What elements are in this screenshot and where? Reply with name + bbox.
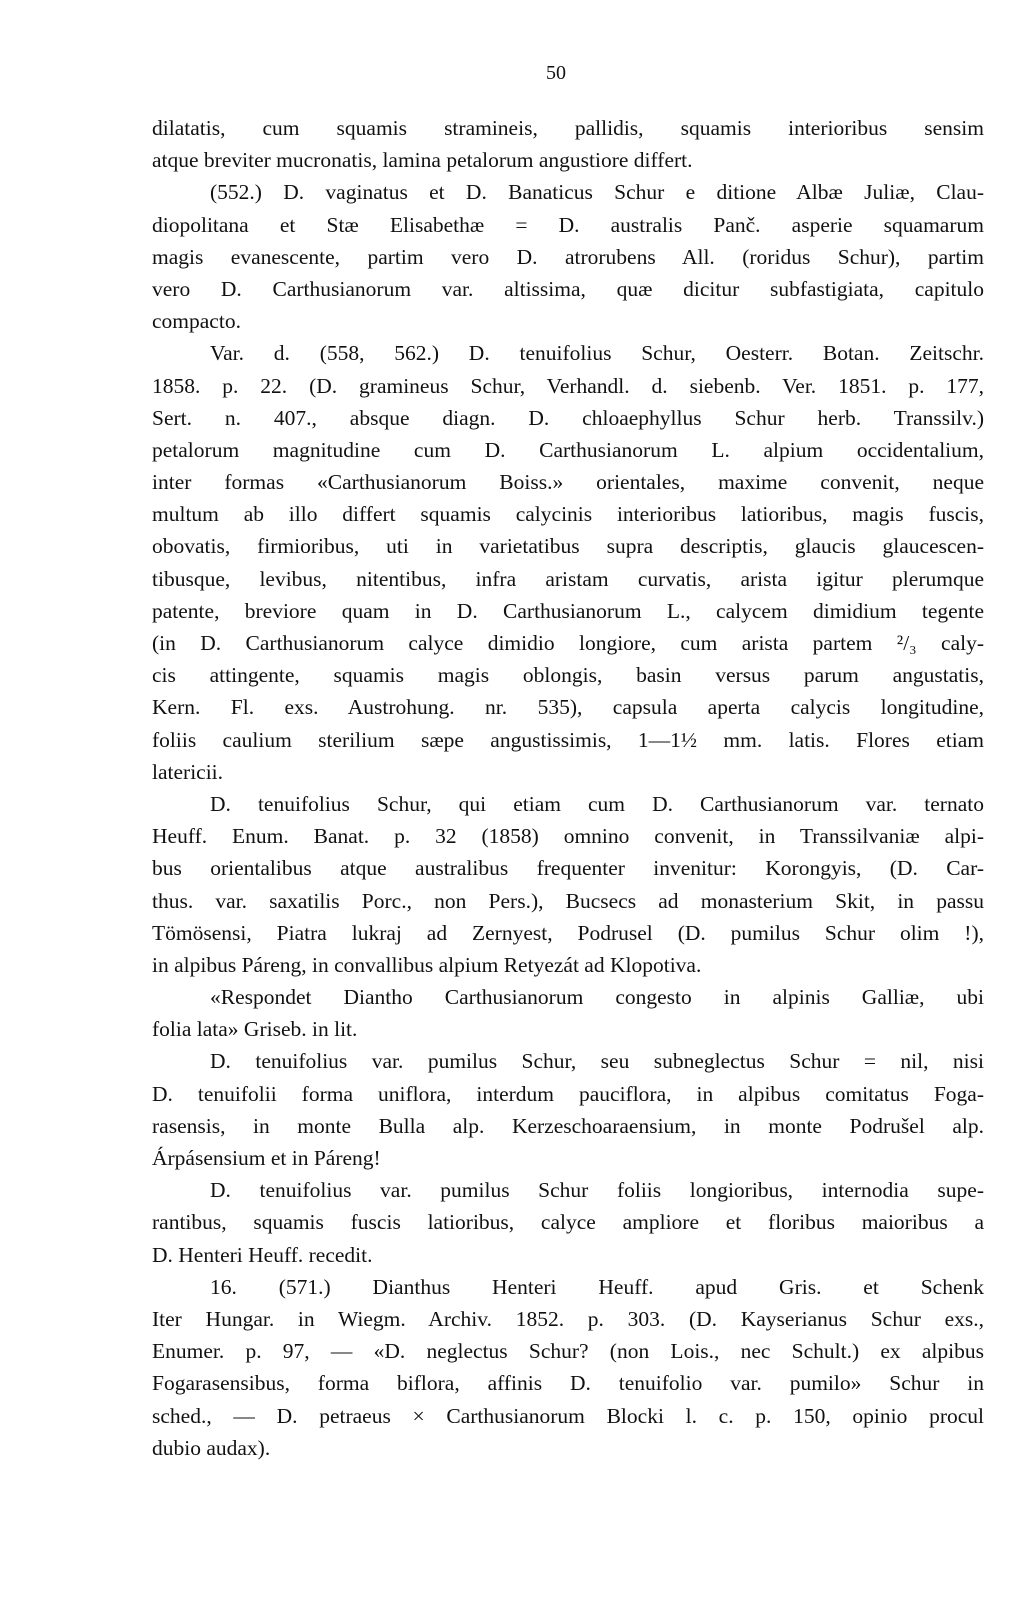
text-line: inter formas «Carthusianorum Boiss.» orientales, maxime convenit, neque xyxy=(152,470,984,495)
text-line: dilatatis, cum squamis stramineis, pallidis, squamis interioribus sensim xyxy=(152,116,984,140)
page-number: 50 xyxy=(546,62,566,84)
text-line: D. tenuifolius var. pumilus Schur foliis longioribus, internodia supe- xyxy=(210,1178,984,1203)
text-line: thus. var. saxatilis Porc., non Pers.), Bucsecs ad monasterium Skit, in passu xyxy=(152,888,984,913)
text-line: (in D. Carthusianorum calyce dimidio longiore, cum arista partem ²/₃ caly- xyxy=(152,631,984,655)
text-line: Árpásensium et in Páreng! xyxy=(152,1146,381,1170)
text-line: Iter Hungar. in Wiegm. Archiv. 1852. p. 303. (D. Kayserianus Schur exs., xyxy=(152,1306,984,1331)
text-line: atque breviter mucronatis, lamina petalorum angustiore differt. xyxy=(152,148,693,173)
text-line: (552.) D. vaginatus et D. Banaticus Schur e ditione Albæ Juliæ, Clau- xyxy=(210,180,984,205)
text-line: patente, breviore quam in D. Carthusianorum L., calycem dimidium tegente xyxy=(152,598,984,623)
text-line: D. tenuifolius Schur, qui etiam cum D. Carthusianorum var. ternato xyxy=(210,791,984,816)
text-line: Heuff. Enum. Banat. p. 32 (1858) omnino convenit, in Transsilvaniæ alpi- xyxy=(152,824,984,849)
text-line: 1858. p. 22. (D. gramineus Schur, Verhandl. d. siebenb. Ver. 1851. p. 177, xyxy=(152,373,984,398)
text-line: D. Henteri Heuff. recedit. xyxy=(152,1242,373,1267)
text-line: 16. (571.) Dianthus Henteri Heuff. apud Gris. et Schenk xyxy=(210,1274,984,1299)
text-line: rasensis, in monte Bulla alp. Kerzeschoaraensium, in monte Podrušel alp. xyxy=(152,1113,984,1138)
text-line: multum ab illo differt squamis calycinis interioribus latioribus, magis fuscis, xyxy=(152,502,984,527)
text-line: Fogarasensibus, forma biflora, affinis D. tenuifolio var. pumilo» Schur in xyxy=(152,1371,984,1396)
text-line: cis attingente, squamis magis oblongis, basin versus parum angustatis, xyxy=(152,663,984,688)
text-line: in alpibus Páreng, in convallibus alpium Retyezát ad Klopotiva. xyxy=(152,952,702,977)
text-line: latericii. xyxy=(152,759,224,784)
text-line: Tömösensi, Piatra lukraj ad Zernyest, Podrusel (D. pumilus Schur olim !), xyxy=(152,920,984,945)
text-line: obovatis, firmioribus, uti in varietatibus supra descriptis, glaucis glaucescen- xyxy=(152,534,984,559)
text-line: vero D. Carthusianorum var. altissima, quæ dicitur subfastigiata, capitulo xyxy=(152,276,984,301)
text-line: petalorum magnitudine cum D. Carthusianorum L. alpium occidentalium, xyxy=(152,437,984,462)
text-line: rantibus, squamis fuscis latioribus, calyce ampliore et floribus maioribus a xyxy=(152,1210,984,1235)
text-line: D. tenuifolius var. pumilus Schur, seu subneglectus Schur = nil, nisi xyxy=(210,1049,984,1074)
text-line: sched., — D. petraeus × Carthusianorum Blocki l. c. p. 150, opinio procul xyxy=(152,1403,984,1428)
text-line: Sert. n. 407., absque diagn. D. chloaephyllus Schur herb. Transsilv.) xyxy=(152,405,984,430)
text-line: folia lata» Griseb. in lit. xyxy=(152,1017,358,1042)
text-line: magis evanescente, partim vero D. atrorubens All. (roridus Schur), partim xyxy=(152,244,984,269)
text-line: «Respondet Diantho Carthusianorum congesto in alpinis Galliæ, ubi xyxy=(210,985,984,1010)
text-line: D. tenuifolii forma uniflora, interdum pauciflora, in alpibus comitatus Foga- xyxy=(152,1081,984,1106)
text-line: tibusque, levibus, nitentibus, infra aristam curvatis, arista igitur plerumque xyxy=(152,566,984,591)
text-line: Kern. Fl. exs. Austrohung. nr. 535), capsula aperta calycis longitudine, xyxy=(152,695,984,720)
text-line: foliis caulium sterilium sæpe angustissimis, 1—1½ mm. latis. Flores etiam xyxy=(152,727,984,752)
text-line: diopolitana et Stæ Elisabethæ = D. australis Panč. asperie squamarum xyxy=(152,212,984,237)
body-text xyxy=(152,112,984,1464)
text-line: compacto. xyxy=(152,309,241,334)
text-line: Var. d. (558, 562.) D. tenuifolius Schur, Oesterr. Botan. Zeitschr. xyxy=(210,341,984,366)
text-line: bus orientalibus atque australibus frequenter invenitur: Korongyis, (D. Car- xyxy=(152,856,984,881)
text-line: Enumer. p. 97, — «D. neglectus Schur? (non Lois., nec Schult.) ex alpibus xyxy=(152,1339,984,1364)
text-line: dubio audax). xyxy=(152,1435,271,1460)
